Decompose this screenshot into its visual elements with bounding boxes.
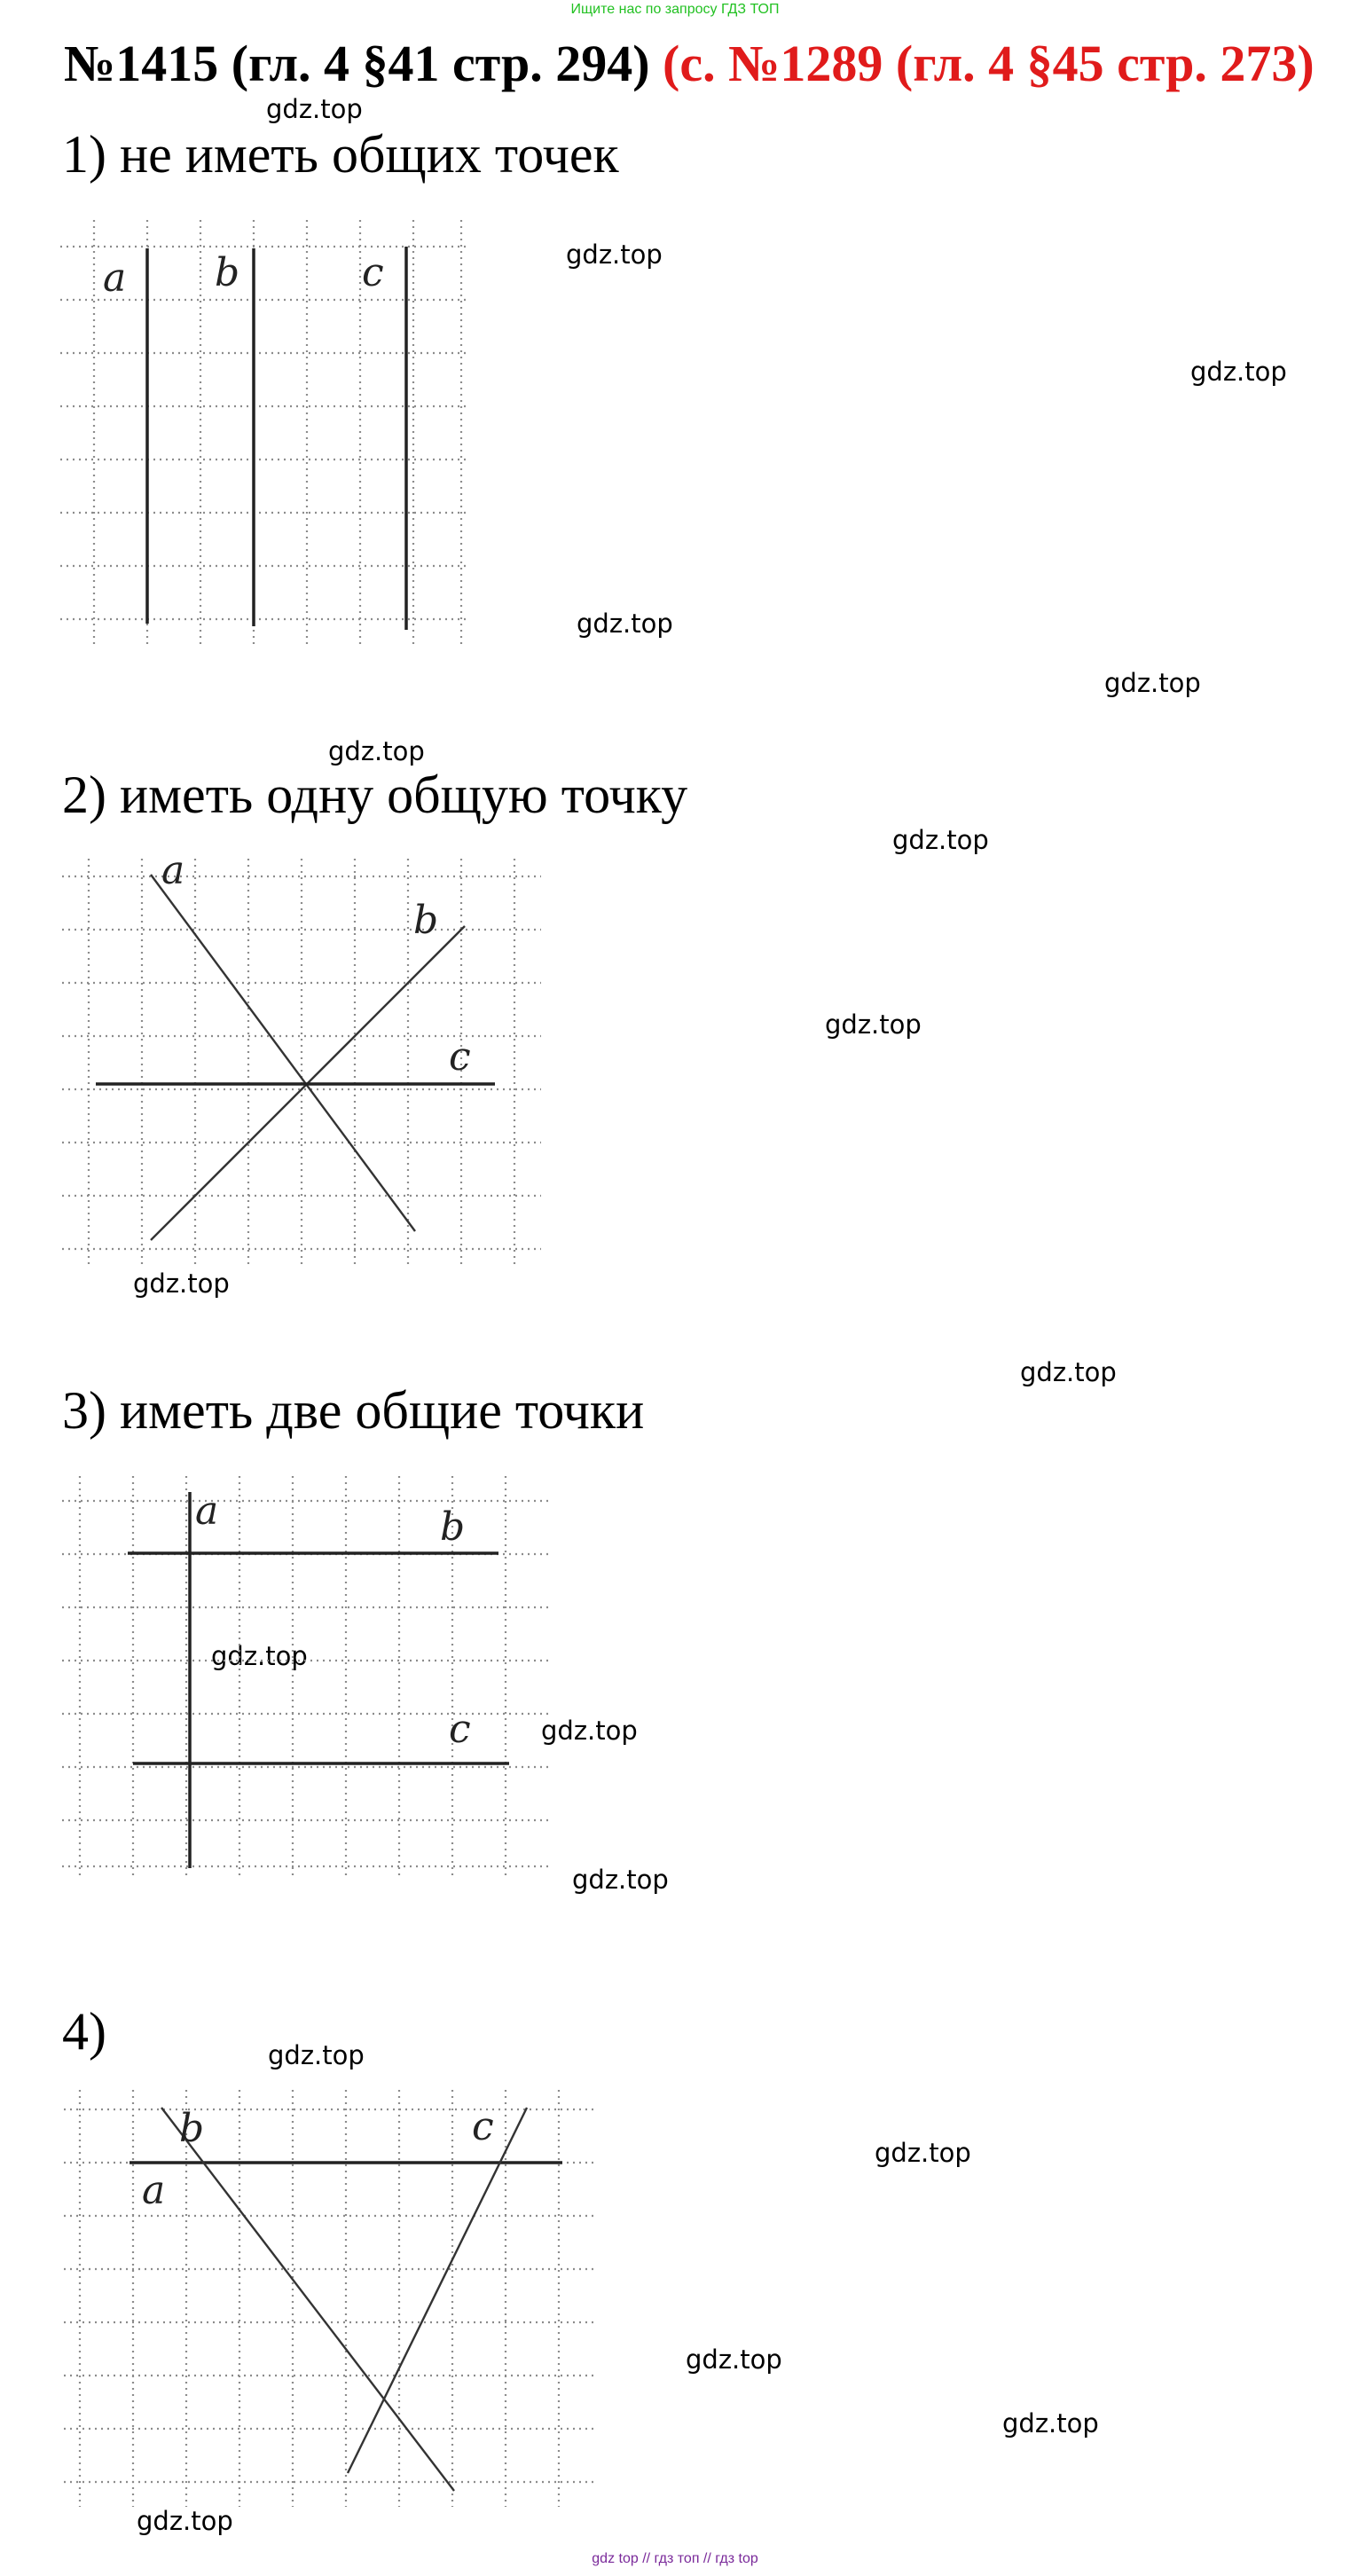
watermark: gdz.top xyxy=(541,1716,638,1746)
watermark: gdz.top xyxy=(572,1865,669,1895)
label-b: b xyxy=(215,250,240,295)
watermark: gdz.top xyxy=(1020,1357,1117,1387)
line-a xyxy=(151,875,415,1231)
top-banner[interactable]: Ищите нас по запросу ГДЗ ТОП xyxy=(570,2,780,17)
label-c: c xyxy=(472,2104,494,2149)
label-b: b xyxy=(413,898,439,943)
title-main: №1415 (гл. 4 §41 стр. 294) xyxy=(64,35,650,92)
watermark: gdz.top xyxy=(892,825,989,855)
section-3-heading: 3) иметь две общие точки xyxy=(62,1381,645,1440)
page-title xyxy=(64,34,1315,93)
label-c: c xyxy=(449,1707,471,1752)
grid-3 xyxy=(62,1476,550,1875)
watermark: gdz.top xyxy=(266,94,363,124)
watermark: gdz.top xyxy=(1190,357,1287,387)
label-a: a xyxy=(195,1488,219,1534)
watermark: gdz.top xyxy=(328,736,425,766)
figure-3 xyxy=(62,1476,550,1875)
figure-4 xyxy=(64,2090,596,2507)
grid-4 xyxy=(64,2090,596,2507)
watermark: gdz.top xyxy=(1002,2408,1099,2439)
watermark: gdz.top xyxy=(137,2506,233,2536)
figure-1 xyxy=(60,220,468,646)
watermark: gdz.top xyxy=(1104,668,1201,698)
footer-links[interactable]: gdz top // гдз топ // гдз top xyxy=(592,2551,758,2566)
watermark: gdz.top xyxy=(875,2138,971,2168)
label-b: b xyxy=(440,1504,466,1550)
watermark: gdz.top xyxy=(577,609,673,639)
watermark: gdz.top xyxy=(211,1641,308,1671)
watermark: gdz.top xyxy=(133,1268,230,1299)
section-2-heading: 2) иметь одну общую точку xyxy=(62,766,688,824)
label-b: b xyxy=(179,2106,205,2151)
figure-2 xyxy=(62,848,541,1267)
title-alt: (с. №1289 (гл. 4 §45 стр. 273) xyxy=(663,35,1315,92)
section-4-heading: 4) xyxy=(62,2002,106,2061)
label-a: a xyxy=(161,848,185,893)
section-1-heading: 1) не иметь общих точек xyxy=(62,125,619,184)
watermark: gdz.top xyxy=(566,240,663,270)
watermark: gdz.top xyxy=(825,1009,922,1040)
watermark: gdz.top xyxy=(268,2040,365,2070)
label-a: a xyxy=(103,255,127,301)
line-b xyxy=(161,2108,454,2491)
label-c: c xyxy=(449,1034,471,1080)
watermark: gdz.top xyxy=(686,2344,782,2375)
label-c: c xyxy=(362,250,384,295)
label-a: a xyxy=(142,2168,166,2213)
